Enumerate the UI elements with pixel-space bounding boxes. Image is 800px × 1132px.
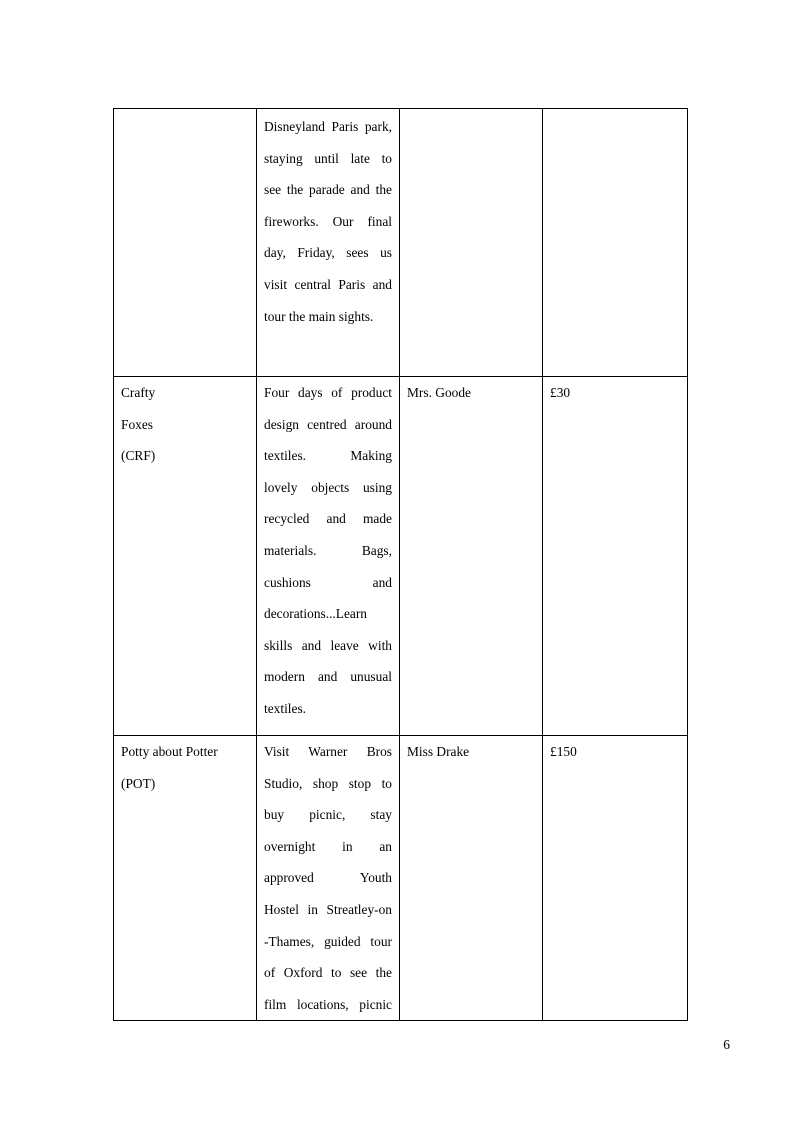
description-line: modern and unusual	[264, 669, 392, 685]
description-cell	[257, 377, 400, 736]
activities-table	[113, 108, 688, 1021]
description-line: staying until late to	[264, 150, 392, 166]
description-line: buy picnic, stay	[264, 807, 392, 823]
description-line: Four days of product	[264, 385, 392, 400]
description-line: of Oxford to see the	[264, 965, 392, 981]
activity-name-line: Crafty	[121, 385, 156, 400]
staff-cell: Mrs. Goode	[400, 377, 543, 736]
table-row	[114, 736, 688, 1021]
activity-cell	[114, 736, 257, 1021]
activity-code: (POT)	[121, 775, 156, 791]
description-line: visit central Paris and	[264, 276, 392, 292]
description-line: -Thames, guided tour	[264, 933, 392, 949]
description-cell	[257, 736, 400, 1021]
description-line: film locations, picnic	[264, 996, 392, 1012]
description-line: Studio, shop stop to	[264, 775, 392, 791]
cost-cell	[543, 109, 688, 377]
activity-name-line: Potty about Potter	[121, 744, 218, 759]
description-line: overnight in an	[264, 838, 392, 854]
description-line: day, Friday, sees us	[264, 245, 392, 261]
cost-cell: £150	[543, 736, 688, 1021]
page-number: 6	[723, 1037, 730, 1052]
activity-cell	[114, 109, 257, 377]
table-row	[114, 109, 688, 377]
description-line: Disneyland Paris park,	[264, 119, 392, 134]
description-line: design centred around	[264, 416, 392, 432]
description-line: cushions and	[264, 574, 392, 590]
staff-cell: Miss Drake	[400, 736, 543, 1021]
description-line: Hostel in Streatley-on	[264, 901, 392, 917]
table-row	[114, 377, 688, 736]
activity-code: (CRF)	[121, 448, 156, 464]
staff-cell	[400, 109, 543, 377]
description-line: see the parade and the	[264, 182, 392, 198]
description-line: tour the main sights.	[264, 308, 374, 324]
description-line: lovely objects using	[264, 479, 392, 495]
description-line: approved Youth	[264, 870, 392, 886]
activity-name-line: Foxes	[121, 416, 153, 432]
description-line: decorations...Learn	[264, 606, 367, 622]
description-line: Visit Warner Bros	[264, 744, 392, 759]
activity-cell	[114, 377, 257, 736]
cost-cell: £30	[543, 377, 688, 736]
description-line: fireworks. Our final	[264, 213, 392, 229]
description-line: textiles. Making	[264, 448, 392, 464]
description-line: recycled and made	[264, 511, 392, 527]
description-line: materials. Bags,	[264, 542, 392, 558]
description-line: skills and leave with	[264, 637, 392, 653]
description-line: textiles.	[264, 700, 307, 716]
description-cell	[257, 109, 400, 377]
